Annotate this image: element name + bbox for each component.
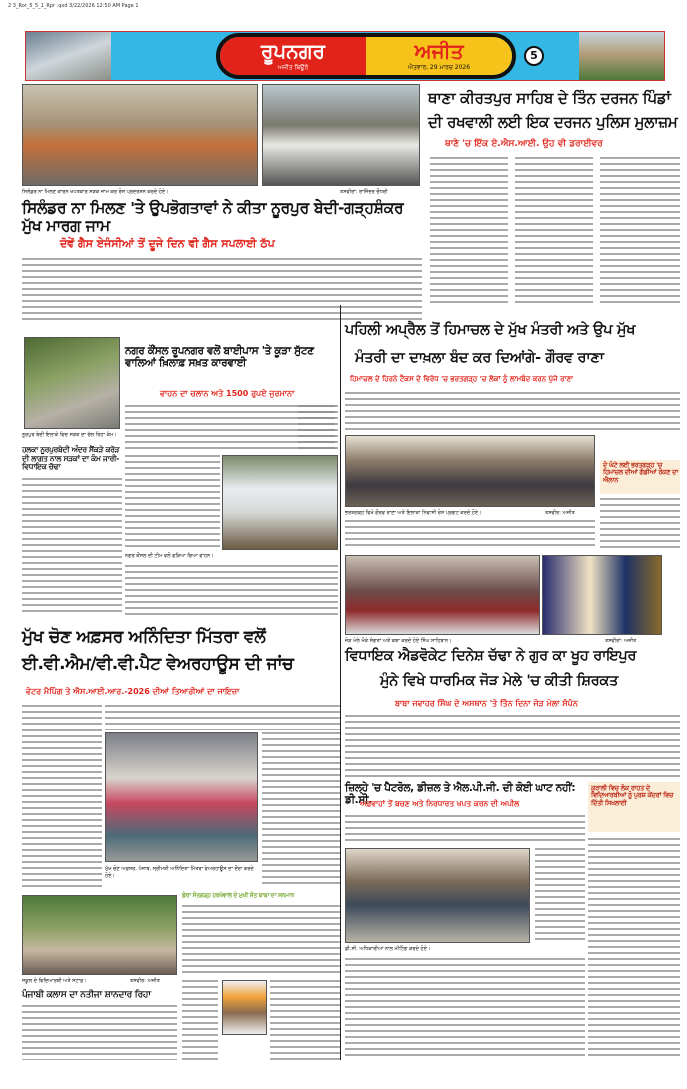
masthead-title-left: ਰੂਪਨਗਰ [260,39,326,63]
article-body [515,157,593,307]
cylinder-headline: ਸਿਲੰਡਰ ਨਾ ਮਿਲਣ 'ਤੇ ਉਪਭੋਗਤਾਵਾਂ ਨੇ ਕੀਤਾ ਨੂਰਪੁਰ ਬੇਦੀ-ਗੜ੍ਹਸ਼ੰਕਰ ਮੁੱਖ ਮਾਰਗ ਜਾਮ [22,199,404,235]
kiratpur-subheadline: ਥਾਣੇ 'ਚ ਇੱਕ ਏ.ਐਸ.ਆਈ. ਉਹ ਵੀ ਡਰਾਈਵਰ [445,139,603,149]
kirtan-photo [542,555,662,635]
kiratpur-headline-2: ਦੀ ਰਖਵਾਲੀ ਲਈ ਇਕ ਦਰਜਨ ਪੁਲਿਸ ਮੁਲਾਜ਼ਮ [428,113,678,131]
page-number: 5 [524,46,544,66]
article-body [345,815,585,845]
masthead-tagline: ਅਜੀਤ ਬਿਊਰੋ [277,64,309,71]
article-body [125,455,220,550]
masthead-photo-left [26,32,111,80]
kiratpur-headline-1: ਥਾਣਾ ਕੀਰਤਪੁਰ ਸਾਹਿਬ ਦੇ ਤਿੰਨ ਦਰਜਨ ਪਿੰਡਾਂ [428,89,671,107]
photo-credit: ਤਸਵੀਰ: ਅਜੀਤ [545,510,575,516]
article-body [262,732,340,887]
van-photo [222,455,338,550]
photo-credit: ਤਸਵੀਰਾਂ: ਅਜੀਤ [605,638,637,644]
photo-caption: ਸਕੂਲ ਦੇ ਵਿਦਿਆਰਥੀ ਅਤੇ ਸਟਾਫ਼। [22,978,87,984]
jormela-headline-1: ਵਿਧਾਇਕ ਐਡਵੋਕੇਟ ਦਿਨੇਸ਼ ਚੱਢਾ ਨੇ ਗੁਰ ਕਾ ਖੂਹ ਰਾਇਪੁਰ [345,648,637,664]
masthead [25,31,665,81]
article-body [600,498,680,548]
election-headline-1: ਮੁੱਖ ਚੋਣ ਅਫ਼ਸਰ ਅਨਿੰਦਿਤਾ ਮਿੱਤਰਾ ਵਲੋਂ [22,627,266,647]
photo-caption: ਜੋੜ ਮੇਲੇ ਮੌਕੇ ਸੰਗਤਾਂ ਅਤੇ ਕਥਾ ਕਰਦੇ ਹੋਏ ਸਿੰਘ ਸਾਹਿਬਾਨ। [345,638,452,644]
article-body [535,848,585,943]
photo-caption: ਸਿਲੰਡਰ ਨਾ ਮਿਲਣ ਕਾਰਨ ਖਪਤਕਾਰ ਸੜਕ ਜਾਮ ਕਰ ਰੋਸ ਪ੍ਰਦਰਸ਼ਨ ਕਰਦੇ ਹੋਏ। [22,189,169,195]
article-body [345,520,595,550]
photo-caption: ਨੂਰਪੁਰ ਬੇਦੀ ਇਲਾਕੇ ਵਿਚ ਸੜਕ ਦਾ ਚੱਲ ਰਿਹਾ ਕੰਮ। [22,432,117,438]
warehouse-inspection-photo [105,732,258,862]
photo-credit: ਤਸਵੀਰ: ਅਜੀਤ [130,978,160,984]
school-headline: ਪੰਜਾਬੀ ਕਲਾਸ ਦਾ ਨਤੀਜਾ ਸ਼ਾਨਦਾਰ ਰਿਹਾ [22,990,151,1000]
article-body [298,405,338,450]
himachal-sidebar-headline: ਦੋ ਘੰਟੇ ਲਈ ਭਰਤਗੜ੍ਹ 'ਚ ਹਿਮਾਚਲ ਦੀਆਂ ਗੱਡੀਆਂ ਰੋਕਣ ਦਾ ਐਲਾਨ [603,461,678,484]
cylinder-subheadline: ਦੋਵੇਂ ਗੈਸ ਏਜੰਸੀਆਂ ਤੋਂ ਦੂਜੇ ਦਿਨ ਵੀ ਗੈਸ ਸਪਲਾਈ ਠੱਪ [60,237,275,250]
article-body [22,478,122,613]
election-headline-2: ਈ.ਵੀ.ਐਮ/ਵੀ.ਵੀ.ਪੈਟ ਵੇਅਰਹਾਊਸ ਦੀ ਜਾਂਚ [22,654,294,674]
road-work-photo [24,337,120,429]
sangat-photo [345,555,540,635]
masthead-date: ਐਤਵਾਰ, 29 ਮਾਰਚ 2026 [407,64,471,71]
jormela-headline-2: ਮੁੰਨੇ ਵਿਖੇ ਧਾਰਮਿਕ ਜੋੜ ਮੇਲੇ 'ਚ ਕੀਤੀ ਸ਼ਿਰਕਤ [380,673,619,689]
photo-caption: ਨਗਰ ਕੌਂਸਲ ਦੀ ਟੀਮ ਵਲੋਂ ਫੜਿਆ ਗਿਆ ਵਾਹਨ। [125,553,214,559]
petrol-sidebar-headline: ਕੁਰਾਲੀ ਵਿਚ ਲੋਕ ਰਾਹਤ ਦੇ ਵਿਦਿਆਰਥੀਆਂ ਨੂੰ ਪੁਰਸ਼ ਕੇਂਦਰਾਂ ਵਿਚ ਦਿੱਤੀ ਸਿਖਲਾਈ [591,784,674,807]
article-body [600,157,680,307]
masthead-title-right: ਅਜੀਤ [414,39,464,63]
cylinder-protest-photo [22,84,258,186]
council-headline: ਨਗਰ ਕੌਂਸਲ ਰੂਪਨਗਰ ਵਲੋਂ ਬਾਈਪਾਸ 'ਤੇ ਕੂੜਾ ਸੁੱਟਣ ਵਾਲਿਆਂ ਖ਼ਿਲਾਫ਼ ਸਖ਼ਤ ਕਾਰਵਾਈ [125,345,314,370]
meeting-photo [345,848,530,943]
portrait-photo [222,980,267,1035]
article-body [22,258,422,320]
article-body [430,157,508,307]
himachal-headline-1: ਪਹਿਲੀ ਅਪ੍ਰੈਲ ਤੋਂ ਹਿਮਾਚਲ ਦੇ ਮੁੱਖ ਮੰਤਰੀ ਅਤੇ ਉਪ ਮੁੱਖ [345,322,636,338]
side-headline: ਡੇਰਾ ਸੰਤਗੜ੍ਹ ਹਰਖੋਵਾਲ ਦੇ ਮੁਖੀ ਸੰਤ ਬਾਬਾ ਦਾ ਸਨਮਾਨ [182,892,294,899]
himachal-headline-2: ਮੰਤਰੀ ਦਾ ਦਾਖ਼ਲਾ ਬੰਦ ਕਰ ਦਿਆਂਗੇ- ਗੌਰਵ ਰਾਣਾ [355,350,604,366]
himachal-subheadline: ਹਿਮਾਚਲ ਦੇ ਹਿਰਨੇ ਟੈਕਸ ਦੇ ਵਿਰੋਧ 'ਚ ਭਰਤਗੜ੍ਹ 'ਚ ਲੋਕਾਂ ਨੂੰ ਲਾਮਬੰਦ ਕਰਨ ਪੁੱਜੇ ਰਾਣਾ [350,375,574,383]
article-body [125,565,338,615]
truck-photo [262,84,420,186]
article-body [182,980,218,1060]
article-body [345,392,680,432]
column-rule [340,305,341,1060]
council-subheadline: ਵਾਹਨ ਦਾ ਚਲਾਨ ਅਤੇ 1500 ਰੁਪਏ ਜੁਰਮਾਨਾ [160,389,295,398]
article-body [182,905,340,975]
photo-caption: ਭਰਤਗੜ੍ਹ ਵਿਖੇ ਗੌਰਵ ਰਾਣਾ ਅਤੇ ਇਲਾਕਾ ਨਿਵਾਸੀ ਰੋਸ ਪ੍ਰਗਟ ਕਰਦੇ ਹੋਏ। [345,510,482,516]
article-body [345,715,680,777]
photo-caption: ਡੀ.ਸੀ. ਅਧਿਕਾਰੀਆਂ ਨਾਲ ਮੀਟਿੰਗ ਕਰਦੇ ਹੋਏ। [345,946,431,952]
jormela-subheadline: ਬਾਬਾ ਜਵਾਹਰ ਸਿੰਘ ਦੇ ਅਸਥਾਨ 'ਤੇ ਤਿੰਨ ਦਿਨਾ ਜੋੜ ਮੇਲਾ ਸੰਪੰਨ [395,699,578,708]
photo-credit: ਤਸਵੀਰਾਂ: ਰਾਜਿੰਦਰ ਚੌਧਰੀ [340,189,388,195]
petrol-subheadline: ਅਫ਼ਵਾਹਾਂ ਤੋਂ ਬਚਣ ਅਤੇ ਨਿਰਧਾਰਤ ਖਪਤ ਕਰਨ ਦੀ ਅਪੀਲ [360,799,520,808]
article-body [105,705,340,730]
petrol-headline: ਜ਼ਿਲ੍ਹੇ 'ਚ ਪੈਟਰੋਲ, ਡੀਜ਼ਲ ਤੇ ਐਲ.ਪੀ.ਜੀ. ਦੀ ਕੋਈ ਘਾਟ ਨਹੀਂ: ਡੀ.ਸੀ. [345,782,576,807]
nurpur-headline: ਹਲਕਾ ਨੂਰਪੁਰਬੇਦੀ ਅੰਦਰ ਸੈਂਕੜੇ ਕਰੋੜ ਦੀ ਲਾਗਤ ਨਾਲ ਸੜਕਾਂ ਦਾ ਕੰਮ ਜਾਰੀ-ਵਿਧਾਇਕ ਚੱਢਾ [22,445,120,472]
school-photo [22,895,177,975]
masthead-photo-right [579,32,664,80]
print-slug: 2 3_Ror_5_5_1_Rpr .qxd 3/22/2026 12:50 AM Page 1 [8,3,139,9]
article-body [22,1005,177,1060]
protest-photo [345,435,595,507]
article-body [588,838,680,1058]
article-body [345,958,585,1058]
masthead-logo [216,33,516,79]
election-subheadline: ਵੋਟਰ ਮੈਪਿੰਗ ਤੇ ਐਸ.ਆਈ.ਆਰ.-2026 ਦੀਆਂ ਤਿਆਰੀਆਂ ਦਾ ਜਾਇਜ਼ਾ [26,687,240,696]
article-body [270,980,340,1060]
article-body [22,705,102,890]
photo-caption: ਮੁੱਖ ਚੋਣ ਅਫ਼ਸਰ, ਪੰਜਾਬ, ਸ੍ਰੀਮਤੀ ਅਨਿੰਦਿਤਾ ਮਿੱਤਰਾ ਵੇਅਰਹਾਊਸ ਦਾ ਦੌਰਾ ਕਰਦੇ ਹੋਏ। [105,866,254,879]
